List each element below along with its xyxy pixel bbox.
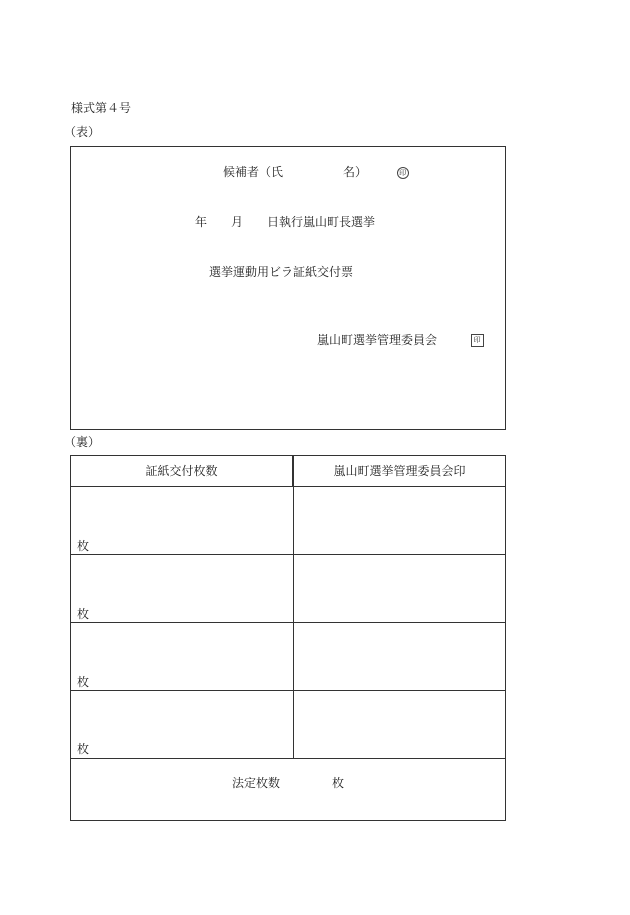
row-unit-label: 枚 bbox=[77, 539, 90, 553]
election-date-line: 年 月 日執行嵐山町長選挙 bbox=[195, 215, 376, 229]
row-unit-label: 枚 bbox=[77, 607, 90, 621]
legal-count-unit: 枚 bbox=[332, 776, 345, 790]
row-divider bbox=[71, 758, 505, 759]
back-side-label: （裏） bbox=[64, 435, 101, 449]
row-divider bbox=[71, 486, 505, 487]
row-unit-label: 枚 bbox=[77, 742, 90, 756]
column-divider bbox=[293, 456, 294, 758]
front-side-label: （表） bbox=[64, 125, 101, 139]
committee-line bbox=[317, 333, 484, 347]
row-divider bbox=[71, 622, 505, 623]
candidate-label: 候補者（氏 名） bbox=[223, 165, 368, 179]
front-form-box bbox=[70, 146, 506, 430]
ticket-title: 選挙運動用ビラ証紙交付票 bbox=[209, 265, 354, 279]
candidate-name-line bbox=[223, 165, 409, 179]
row-divider bbox=[71, 554, 505, 555]
committee-seal-icon: 印 bbox=[471, 334, 484, 347]
committee-label: 嵐山町選挙管理委員会 bbox=[317, 333, 438, 347]
legal-count-line bbox=[71, 774, 505, 791]
row-unit-label: 枚 bbox=[77, 675, 90, 689]
header-committee-seal: 嵐山町選挙管理委員会印 bbox=[333, 464, 466, 478]
legal-count-label: 法定枚数 bbox=[231, 776, 280, 790]
row-divider bbox=[71, 690, 505, 691]
header-issued-count: 証紙交付枚数 bbox=[71, 456, 293, 486]
form-number: 様式第４号 bbox=[71, 101, 132, 115]
candidate-seal-icon: 印 bbox=[397, 167, 409, 179]
back-form-table bbox=[70, 455, 506, 821]
